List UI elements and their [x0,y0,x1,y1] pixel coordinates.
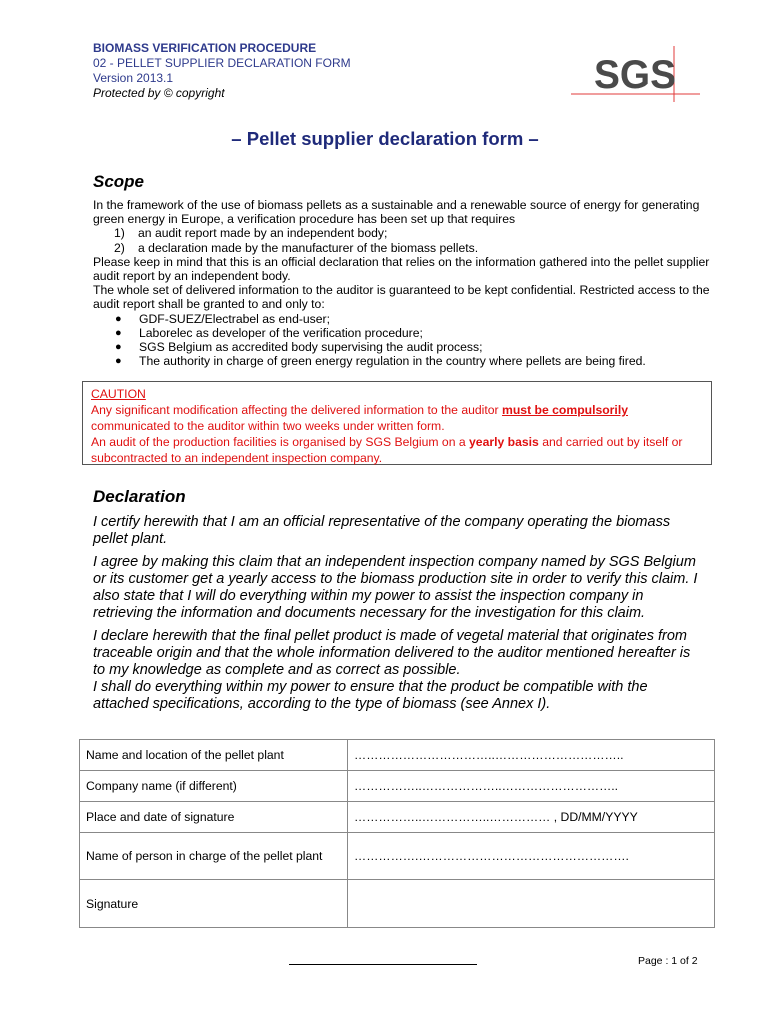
table-row [80,833,715,880]
scope-paragraph: The whole set of delivered information to the auditor is guaranteed to be kept confidential. Restricted access to the audit report shall be granted to and only to: [93,283,710,312]
list-item: 1) an audit report made by an independent body; [114,226,388,241]
header-procedure-title: BIOMASS VERIFICATION PROCEDURE [93,41,317,55]
signature-field[interactable] [348,880,715,928]
caution-line-1: Any significant modification affecting the delivered information to the auditor must be compulsorily communicated to the auditor within two weeks under written form. [91,403,628,433]
person-in-charge-label: Name of person in charge of the pellet plant [80,833,348,880]
document-header [93,41,351,101]
person-in-charge-field[interactable]: …………….……………………………………………. [348,833,715,880]
header-version: Version 2013.1 [93,71,174,85]
declaration-paragraph: I certify herewith that I am an official representative of the company operating the biomass pellet plant. [93,514,671,547]
declaration-paragraph: I agree by making this claim that an independent inspection company named by SGS Belgium or its customer get a yearly access to the biomass production site in order to verify this claim. I also state that I will do everything within my power to assist the inspection company in retrieving the information and documents necessary for the investigation for this claim. [93,554,698,621]
plant-name-label: Name and location of the pellet plant [80,740,348,771]
footer-divider [289,964,477,965]
scope-section [93,198,713,368]
signature-label: Signature [80,880,348,928]
declaration-form-table [79,739,715,928]
header-form-title: 02 - PELLET SUPPLIER DECLARATION FORM [93,56,351,70]
page-number: Page : 1 of 2 [638,955,698,967]
caution-line-2: An audit of the production facilities is organised by SGS Belgium on a yearly basis and carried out by itself or subcontracted to an independent inspection company. [91,435,683,465]
declaration-paragraph: I declare herewith that the final pellet product is made of vegetal material that originates from traceable origin and that the whole information delivered to the auditor mentioned hereafter is to my knowledge as complete and as correct as possible. [93,628,691,678]
scope-heading: Scope [93,172,145,191]
table-row [80,880,715,928]
table-row [80,771,715,802]
declaration-paragraph: I shall do everything within my power to ensure that the product be compatible with the attached specifications, according to the type of biomass (see Annex I). [93,679,648,712]
list-item: ● GDF-SUEZ/Electrabel as end-user; [115,311,331,326]
table-row [80,740,715,771]
plant-name-field[interactable]: ……………………………..………………………….. [348,740,715,771]
list-item: ● The authority in charge of green energy regulation in the country where pellets are being fired. [115,354,646,369]
sgs-logo-text: SGS [594,53,676,97]
page-title: – Pellet supplier declaration form – [231,128,539,149]
place-date-field[interactable]: ……………..……………..…………… , DD/MM/YYYY [348,802,715,833]
scope-paragraph: Please keep in mind that this is an official declaration that relies on the information gathered into the pellet supplier audit report by an independent body. [93,254,710,284]
company-name-label: Company name (if different) [80,771,348,802]
declaration-heading: Declaration [93,487,186,506]
caution-box [82,381,712,465]
place-date-label: Place and date of signature [80,802,348,833]
table-row [80,802,715,833]
declaration-section [93,514,703,719]
scope-intro: In the framework of the use of biomass pellets as a sustainable and a renewable source of energy for generating green energy in Europe, a verification procedure has been set up that requires [93,198,700,227]
list-item: ● SGS Belgium as accredited body supervising the audit process; [115,340,483,355]
access-list [93,312,713,369]
company-name-field[interactable]: ……………..………………..……………………….. [348,771,715,802]
list-item: ● Laborelec as developer of the verification procedure; [115,325,423,340]
caution-label: CAUTION [91,387,146,401]
header-copyright: Protected by © copyright [93,86,225,100]
requirements-list [93,226,713,254]
sgs-logo [566,46,700,102]
list-item: 2) a declaration made by the manufacturer of the biomass pellets. [114,240,479,255]
